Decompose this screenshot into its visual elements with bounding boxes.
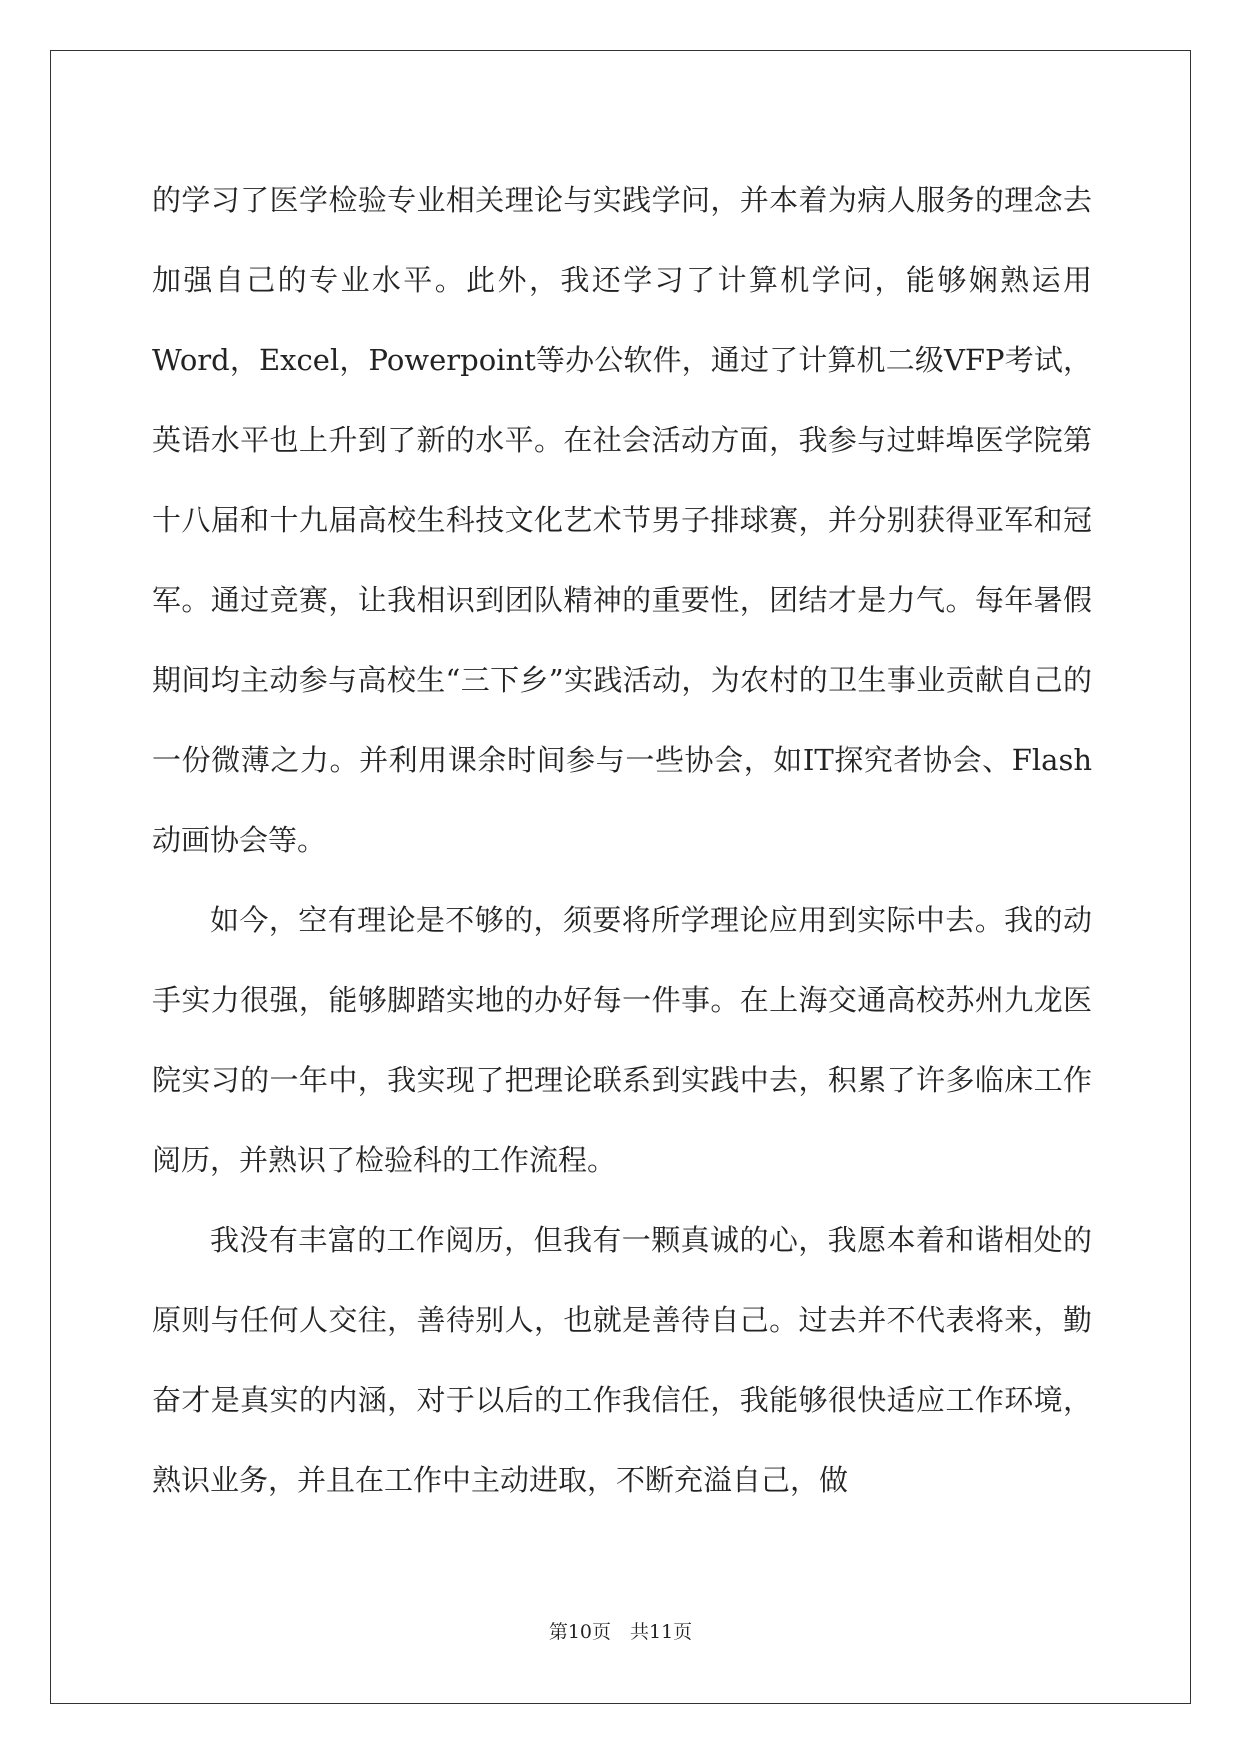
paragraph-2: 如今，空有理论是不够的，须要将所学理论应用到实际中去。我的动手实力很强，能够脚踏实地的办好每一件事。在上海交通高校苏州九龙医院实习的一年中，我实现了把理论联系到实践中去，积累了许多临床工作阅历，并熟识了检验科的工作流程。	[152, 903, 1092, 1177]
paragraph-3: 我没有丰富的工作阅历，但我有一颗真诚的心，我愿本着和谐相处的原则与任何人交往，善待别人，也就是善待自己。过去并不代表将来，勤奋才是真实的内涵，对于以后的工作我信任，我能够很快适应工作环境，熟识业务，并且在工作中主动进取，不断充溢自己，做	[152, 1223, 1092, 1497]
document-body	[152, 160, 1092, 1520]
page-number-footer: 第10页 共11页	[548, 1621, 693, 1643]
paragraph-1: 的学习了医学检验专业相关理论与实践学问，并本着为病人服务的理念去加强自己的专业水平。此外，我还学习了计算机学问，能够娴熟运用Word，Excel，Powerpoint等办公软件，通过了计算机二级VFP考试，英语水平也上升到了新的水平。在社会活动方面，我参与过蚌埠医学院第十八届和十九届高校生科技文化艺术节男子排球赛，并分别获得亚军和冠军。通过竞赛，让我相识到团队精神的重要性，团结才是力气。每年暑假期间均主动参与高校生“三下乡”实践活动，为农村的卫生事业贡献自己的一份微薄之力。并利用课余时间参与一些协会，如IT探究者协会、Flash动画协会等。	[152, 183, 1092, 857]
